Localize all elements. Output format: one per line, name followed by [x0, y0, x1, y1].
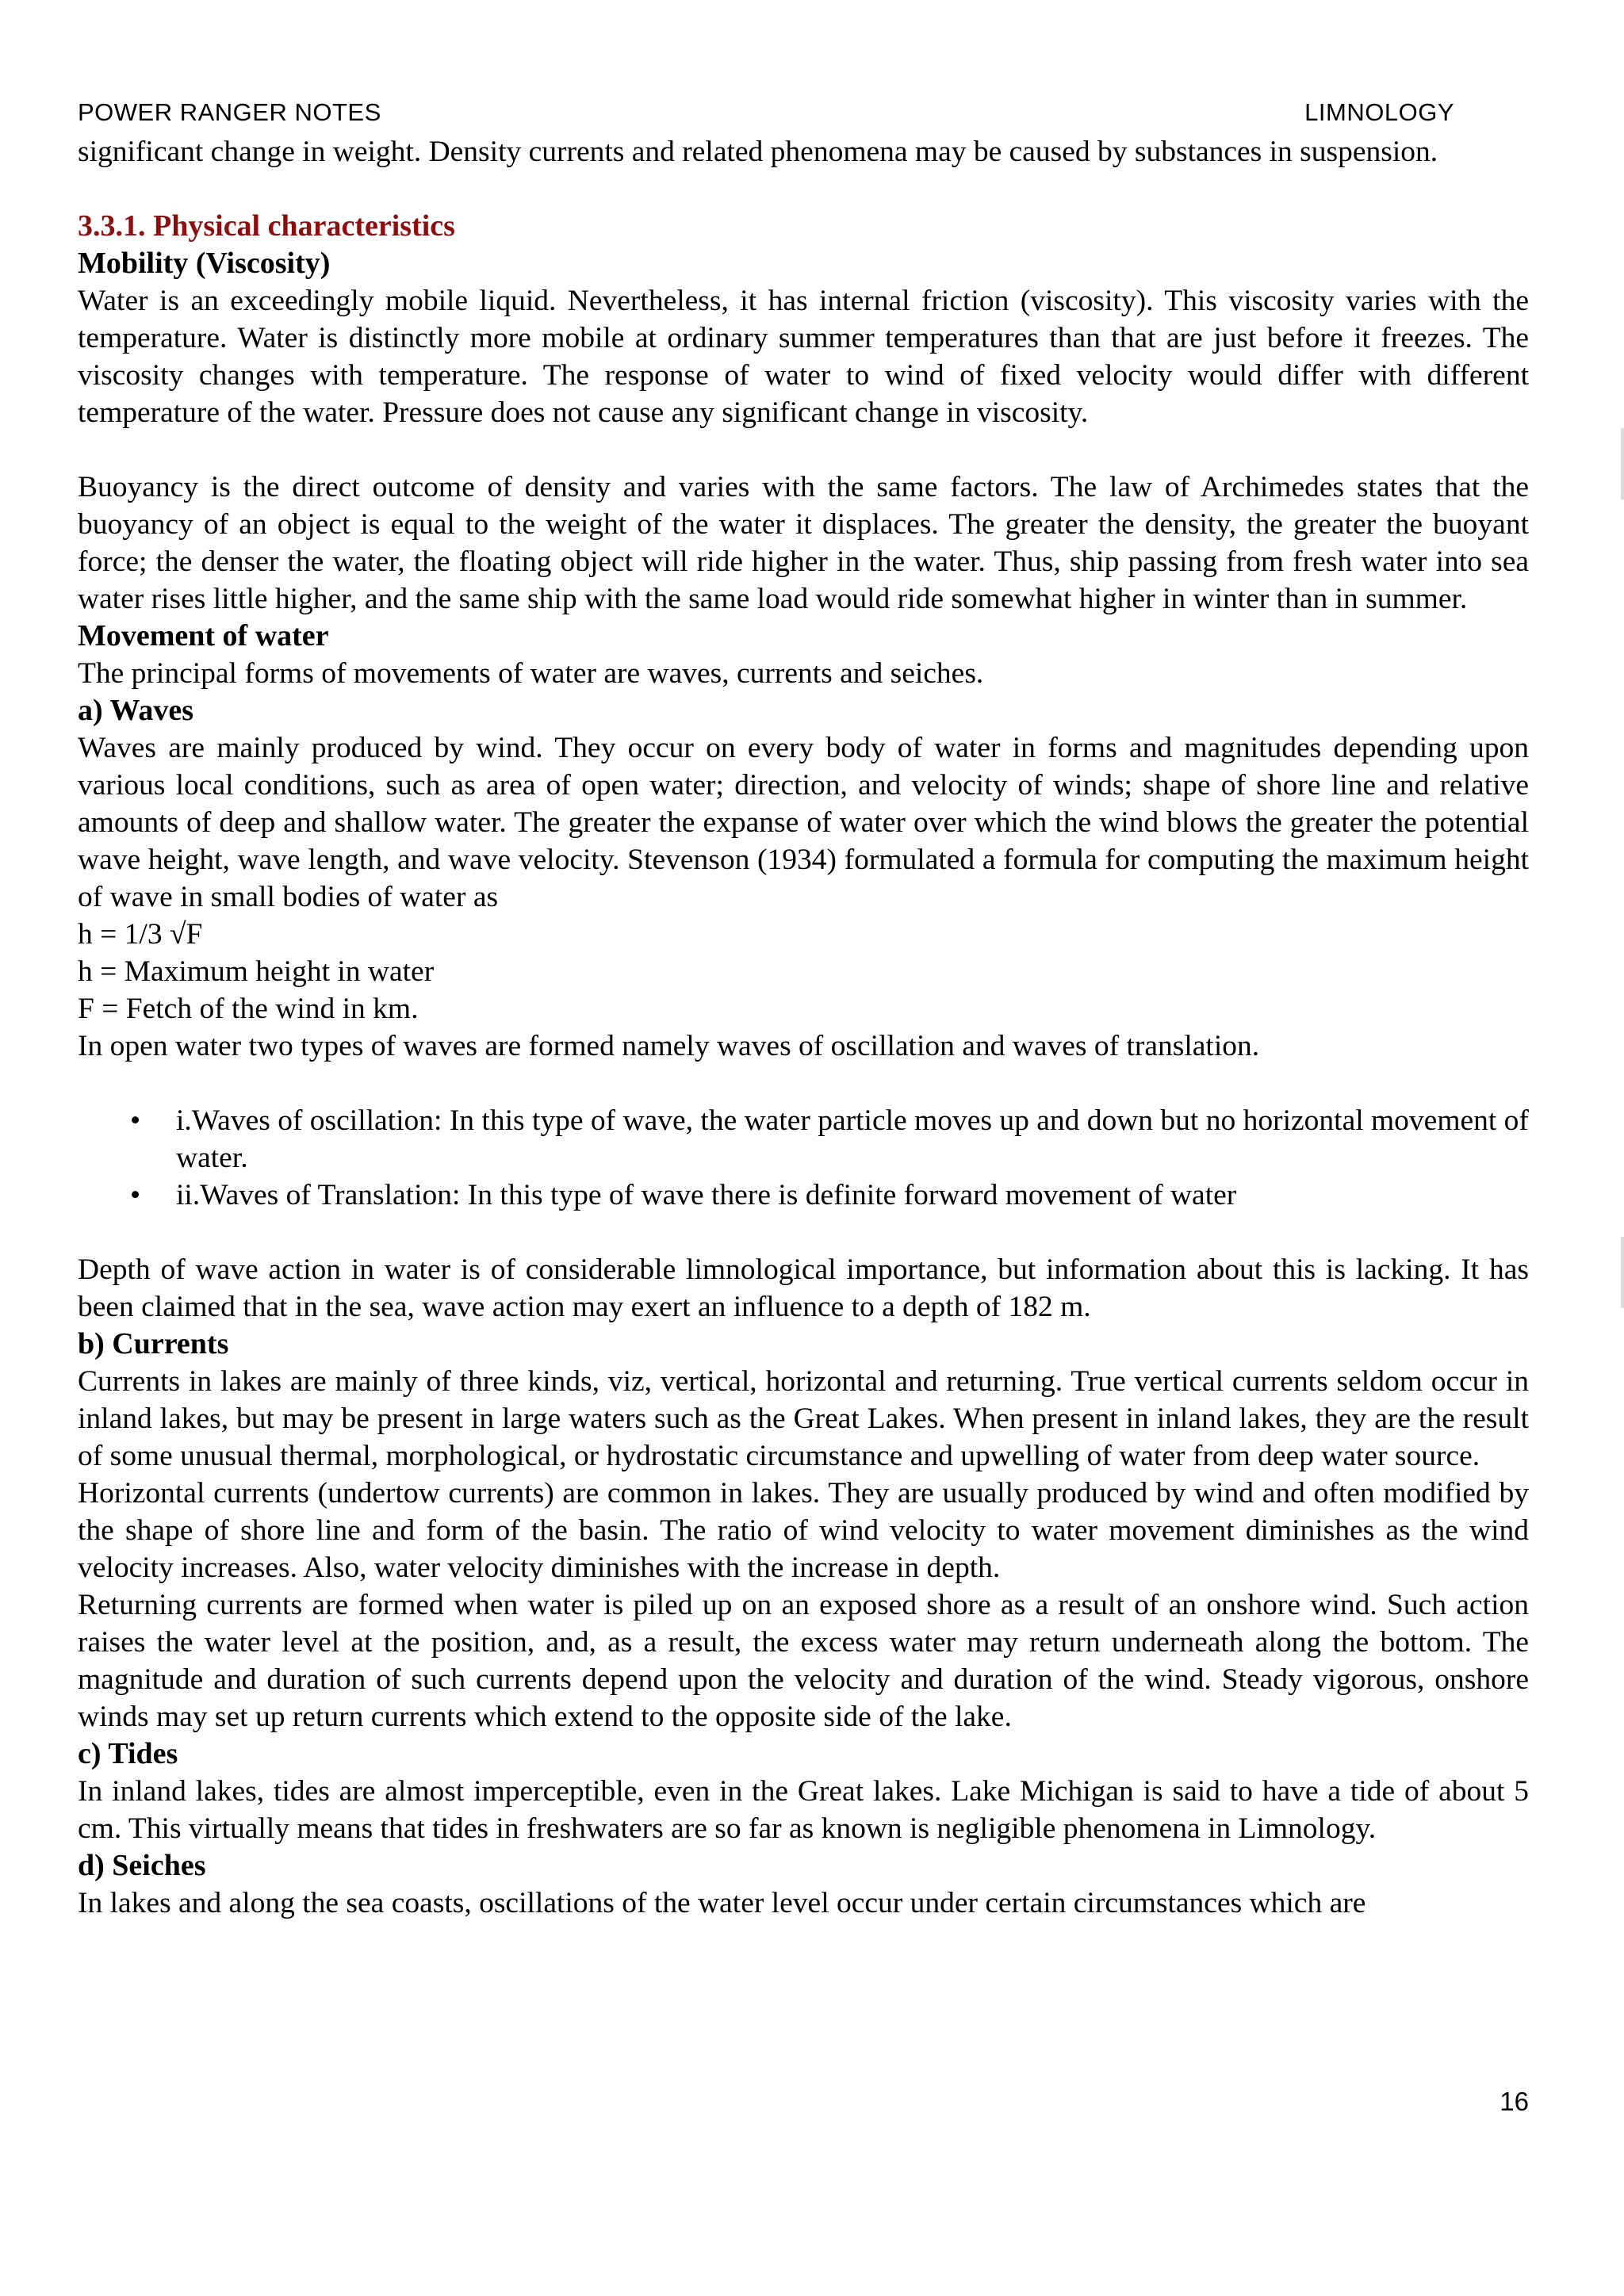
tides-heading: c) Tides	[78, 1737, 178, 1770]
wave-types-list	[78, 1102, 1529, 1214]
list-item-text: i.Waves of oscillation: In this type of wave, the water particle moves up and down but no horizontal movement of water.	[176, 1104, 1529, 1174]
running-header-left: POWER RANGER NOTES	[78, 98, 381, 126]
wave-depth-paragraph: Depth of wave action in water is of considerable limnological importance, but information about this is lacking. It has been claimed that in the sea, wave action may exert an influence to a depth of 182 m.	[78, 1253, 1529, 1323]
mobility-paragraph: Water is an exceedingly mobile liquid. Nevertheless, it has internal friction (viscosity). This viscosity varies with the temperature. Water is distinctly more mobile at ordinary summer temperatures than that are just before it freezes. The viscosity changes with temperature. The response of water to wind of fixed velocity would differ with different temperature of the water. Pressure does not cause any significant change in viscosity.	[78, 285, 1529, 429]
seiches-heading: d) Seiches	[78, 1849, 206, 1882]
currents-heading: b) Currents	[78, 1327, 229, 1360]
page-number: 16	[1500, 2087, 1529, 2116]
mobility-heading: Mobility (Viscosity)	[78, 247, 331, 280]
section-heading: 3.3.1. Physical characteristics	[78, 209, 455, 243]
buoyancy-paragraph: Buoyancy is the direct outcome of density and varies with the same factors. The law of Archimedes states that the buoyancy of an object is equal to the weight of the water it displaces. The greater the density, the greater the buoyant force; the denser the water, the floating object will ride higher in the water. Thus, ship passing from fresh water into sea water rises little higher, and the same ship with the same load would ride somewhat higher in winter than in summer.	[78, 471, 1529, 615]
currents-paragraph-horizontal: Horizontal currents (undertow currents) are common in lakes. They are usually produced by wind and often modified by the shape of shore line and form of the basin. The ratio of wind velocity to water movement diminishes as the wind velocity increases. Also, water velocity diminishes with the increase in depth.	[78, 1477, 1529, 1584]
movement-heading: Movement of water	[78, 619, 329, 652]
waves-paragraph: Waves are mainly produced by wind. They occur on every body of water in forms and magnitudes depending upon various local conditions, such as area of open water; direction, and velocity of winds; shape of shore line and relative amounts of deep and shallow water. The greater the expanse of water over which the wind blows the greater the potential wave height, wave length, and wave velocity. Stevenson (1934) formulated a formula for computing the maximum height of wave in small bodies of water as	[78, 732, 1529, 913]
seiches-paragraph: In lakes and along the sea coasts, oscillations of the water level occur under certain circumstances which are	[78, 1887, 1366, 1919]
movement-paragraph: The principal forms of movements of water are waves, currents and seiches.	[78, 657, 984, 690]
list-item	[78, 1102, 1529, 1177]
page-body	[78, 133, 1529, 1922]
bullet-icon: •	[130, 1104, 141, 1137]
tides-paragraph: In inland lakes, tides are almost imperceptible, even in the Great lakes. Lake Michigan is said to have a tide of about 5 cm. This virtually means that tides in freshwaters are so far as known is negligible phenomena in Limnology.	[78, 1775, 1529, 1845]
list-item-text: ii.Waves of Translation: In this type of wave there is definite forward movement of water	[176, 1179, 1237, 1211]
currents-paragraph-vertical: Currents in lakes are mainly of three kinds, viz, vertical, horizontal and returning. True vertical currents seldom occur in inland lakes, but may be present in large waters such as the Great Lakes. When present in inland lakes, they are the result of some unusual thermal, morphological, or hydrostatic circumstance and upwelling of water from deep water source.	[78, 1365, 1529, 1472]
paragraph-gap	[78, 431, 1529, 469]
page-edge-shadow	[1621, 1237, 1624, 1308]
page-edge-shadow	[1621, 428, 1624, 499]
formula-f-definition: F = Fetch of the wind in km.	[78, 993, 419, 1025]
formula-h-definition: h = Maximum height in water	[78, 955, 435, 988]
waves-heading: a) Waves	[78, 694, 194, 727]
intro-paragraph: significant change in weight. Density currents and related phenomena may be caused by substances in suspension.	[78, 136, 1438, 168]
paragraph-gap	[78, 1214, 1529, 1251]
paragraph-gap	[78, 170, 1529, 208]
running-header-right: LIMNOLOGY	[1304, 98, 1454, 126]
wave-types-paragraph: In open water two types of waves are formed namely waves of oscillation and waves of translation.	[78, 1030, 1260, 1062]
currents-paragraph-returning: Returning currents are formed when water is piled up on an exposed shore as a result of an onshore wind. Such action raises the water level at the position, and, as a result, the excess water may return underneath along the bottom. The magnitude and duration of such currents depend upon the velocity and duration of the wind. Steady vigorous, onshore winds may set up return currents which extend to the opposite side of the lake.	[78, 1589, 1529, 1733]
list-item	[78, 1177, 1529, 1214]
paragraph-gap	[78, 1065, 1529, 1102]
bullet-icon: •	[130, 1179, 141, 1211]
formula-line: h = 1/3 √F	[78, 918, 203, 951]
